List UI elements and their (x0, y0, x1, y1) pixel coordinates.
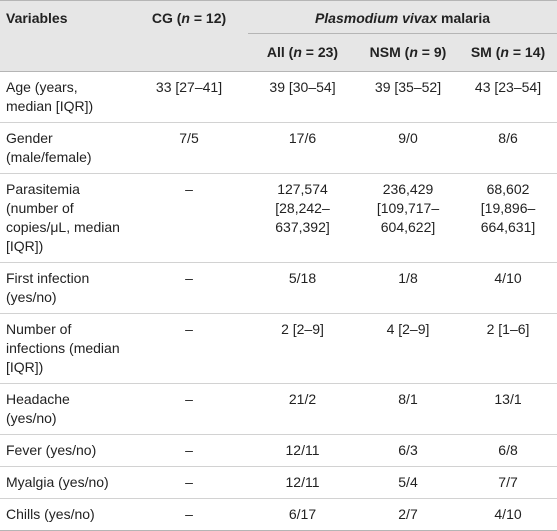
cell-line: 637,392] (275, 219, 330, 235)
cell-line: 8/6 (498, 130, 518, 146)
cell-line: 6/3 (398, 442, 418, 458)
cell-line: 7/7 (498, 474, 518, 490)
cell-nsm (357, 499, 459, 531)
cell-nsm (357, 384, 459, 435)
header-nsm-prefix: NSM ( (369, 44, 410, 60)
cell-nsm (357, 435, 459, 467)
cell-line: 604,622] (380, 219, 436, 235)
cell-line: 127,574 (277, 181, 328, 197)
header-row-1 (0, 1, 557, 34)
header-all-suffix: = 23) (301, 44, 339, 60)
header-all (248, 34, 357, 72)
cell-variable (0, 499, 130, 531)
cell-line: Myalgia (yes/no) (6, 474, 109, 490)
cell-sm (459, 384, 557, 435)
cell-line: (number of (6, 200, 74, 216)
cell-all (248, 467, 357, 499)
header-group-italic: Plasmodium vivax (314, 10, 438, 26)
cell-line: 43 [23–54] (474, 79, 542, 95)
cell-sm (459, 72, 557, 123)
cell-line: – (185, 474, 193, 490)
cell-nsm (357, 174, 459, 263)
cell-variable (0, 384, 130, 435)
header-cg-suffix: = 12) (189, 10, 227, 26)
table-row (0, 174, 557, 263)
cell-line: 8/1 (398, 391, 418, 407)
cell-line: 17/6 (288, 130, 317, 146)
cell-variable (0, 263, 130, 314)
cell-line: Chills (yes/no) (6, 506, 95, 522)
cell-line: Headache (yes/no) (6, 391, 70, 426)
cell-cg (130, 123, 248, 174)
cell-line: Parasitemia (6, 181, 80, 197)
cell-line: 664,631] (480, 219, 536, 235)
cell-line: 12/11 (285, 442, 320, 458)
table-row (0, 314, 557, 384)
cell-all (248, 499, 357, 531)
cell-nsm (357, 72, 459, 123)
cell-variable (0, 123, 130, 174)
cell-line: 68,602 (486, 181, 530, 197)
cell-sm (459, 174, 557, 263)
cell-all (248, 72, 357, 123)
cell-nsm (357, 314, 459, 384)
cell-line: [IQR]) (6, 238, 44, 254)
cell-line: 33 [27–41] (155, 79, 223, 95)
cell-sm (459, 263, 557, 314)
cell-line: – (185, 321, 193, 337)
cell-line: infections (median (6, 340, 120, 356)
cell-line: 4 [2–9] (386, 321, 430, 337)
cell-line: 236,429 (382, 181, 434, 197)
cell-line: [28,242– (275, 200, 330, 216)
header-group-pv-malaria (248, 1, 557, 34)
header-sm-n: n (500, 44, 509, 60)
table-row (0, 384, 557, 435)
cell-line: 5/4 (398, 474, 418, 490)
header-cg-prefix: CG ( (151, 10, 182, 26)
header-cg-n: n (181, 10, 190, 26)
cell-line: [109,717– (376, 200, 440, 216)
cell-sm (459, 499, 557, 531)
cell-cg (130, 174, 248, 263)
cell-line: 39 [35–52] (374, 79, 442, 95)
cell-all (248, 314, 357, 384)
cell-line: 39 [30–54] (269, 79, 336, 95)
cell-variable (0, 314, 130, 384)
cell-line: (yes/no) (6, 289, 57, 305)
cell-line: Gender (6, 130, 53, 146)
header-variables: Variables (0, 1, 130, 34)
header-sm (459, 34, 557, 72)
cell-variable (0, 174, 130, 263)
cell-all (248, 174, 357, 263)
cell-sm (459, 467, 557, 499)
table-row (0, 499, 557, 531)
cell-line: 9/0 (398, 130, 418, 146)
cell-line: 4/10 (494, 506, 522, 522)
cell-all (248, 263, 357, 314)
cell-line: 6/8 (498, 442, 518, 458)
cell-line: 2/7 (398, 506, 418, 522)
cell-line: 13/1 (494, 391, 522, 407)
cell-all (248, 384, 357, 435)
cell-line: 5/18 (288, 270, 317, 286)
header-empty-variables (0, 34, 130, 72)
cell-line: 2 [2–9] (281, 321, 324, 337)
cell-nsm (357, 467, 459, 499)
table-body (0, 72, 557, 531)
cell-cg (130, 499, 248, 531)
cell-line: – (185, 270, 193, 286)
cell-cg (130, 467, 248, 499)
cell-line: [19,896– (480, 200, 536, 216)
cell-sm (459, 435, 557, 467)
cell-variable (0, 467, 130, 499)
cell-cg (130, 263, 248, 314)
cell-line: 1/8 (398, 270, 418, 286)
cell-line: median [IQR]) (6, 98, 94, 114)
cell-sm (459, 123, 557, 174)
cell-line: 21/2 (288, 391, 317, 407)
cell-line: Fever (yes/no) (6, 442, 97, 458)
cell-line: 2 [1–6] (486, 321, 530, 337)
header-all-n: n (293, 44, 302, 60)
table-header (0, 1, 557, 72)
cell-line: – (185, 181, 193, 197)
table-row (0, 123, 557, 174)
cell-line: [IQR]) (6, 359, 44, 375)
cell-line: – (185, 391, 193, 407)
cell-line: – (185, 506, 193, 522)
header-nsm-suffix: = 9) (417, 44, 447, 60)
table-row (0, 467, 557, 499)
cell-cg (130, 72, 248, 123)
header-sm-suffix: = 14) (508, 44, 546, 60)
cell-nsm (357, 263, 459, 314)
header-cg (130, 1, 248, 34)
header-all-prefix: All ( (266, 44, 294, 60)
cell-line: 6/17 (288, 506, 317, 522)
cell-line: 7/5 (179, 130, 199, 146)
table-row (0, 72, 557, 123)
cell-line: 4/10 (494, 270, 522, 286)
cell-line: 12/11 (285, 474, 320, 490)
cell-line: – (185, 442, 193, 458)
header-row-2 (0, 34, 557, 72)
cell-cg (130, 384, 248, 435)
cell-all (248, 435, 357, 467)
header-nsm (357, 34, 459, 72)
table-row (0, 263, 557, 314)
header-group-rest: malaria (437, 10, 491, 26)
header-sm-prefix: SM ( (470, 44, 501, 60)
cell-line: Number of (6, 321, 72, 337)
cell-cg (130, 314, 248, 384)
cell-variable (0, 72, 130, 123)
header-nsm-n: n (409, 44, 418, 60)
header-empty-cg (130, 34, 248, 72)
cell-nsm (357, 123, 459, 174)
cell-cg (130, 435, 248, 467)
cell-line: Age (years, (6, 79, 78, 95)
table-row (0, 435, 557, 467)
cell-line: copies/μL, median (6, 219, 120, 235)
cell-sm (459, 314, 557, 384)
cell-line: First infection (6, 270, 90, 286)
cell-line: (male/female) (6, 149, 92, 165)
cell-all (248, 123, 357, 174)
cell-variable (0, 435, 130, 467)
